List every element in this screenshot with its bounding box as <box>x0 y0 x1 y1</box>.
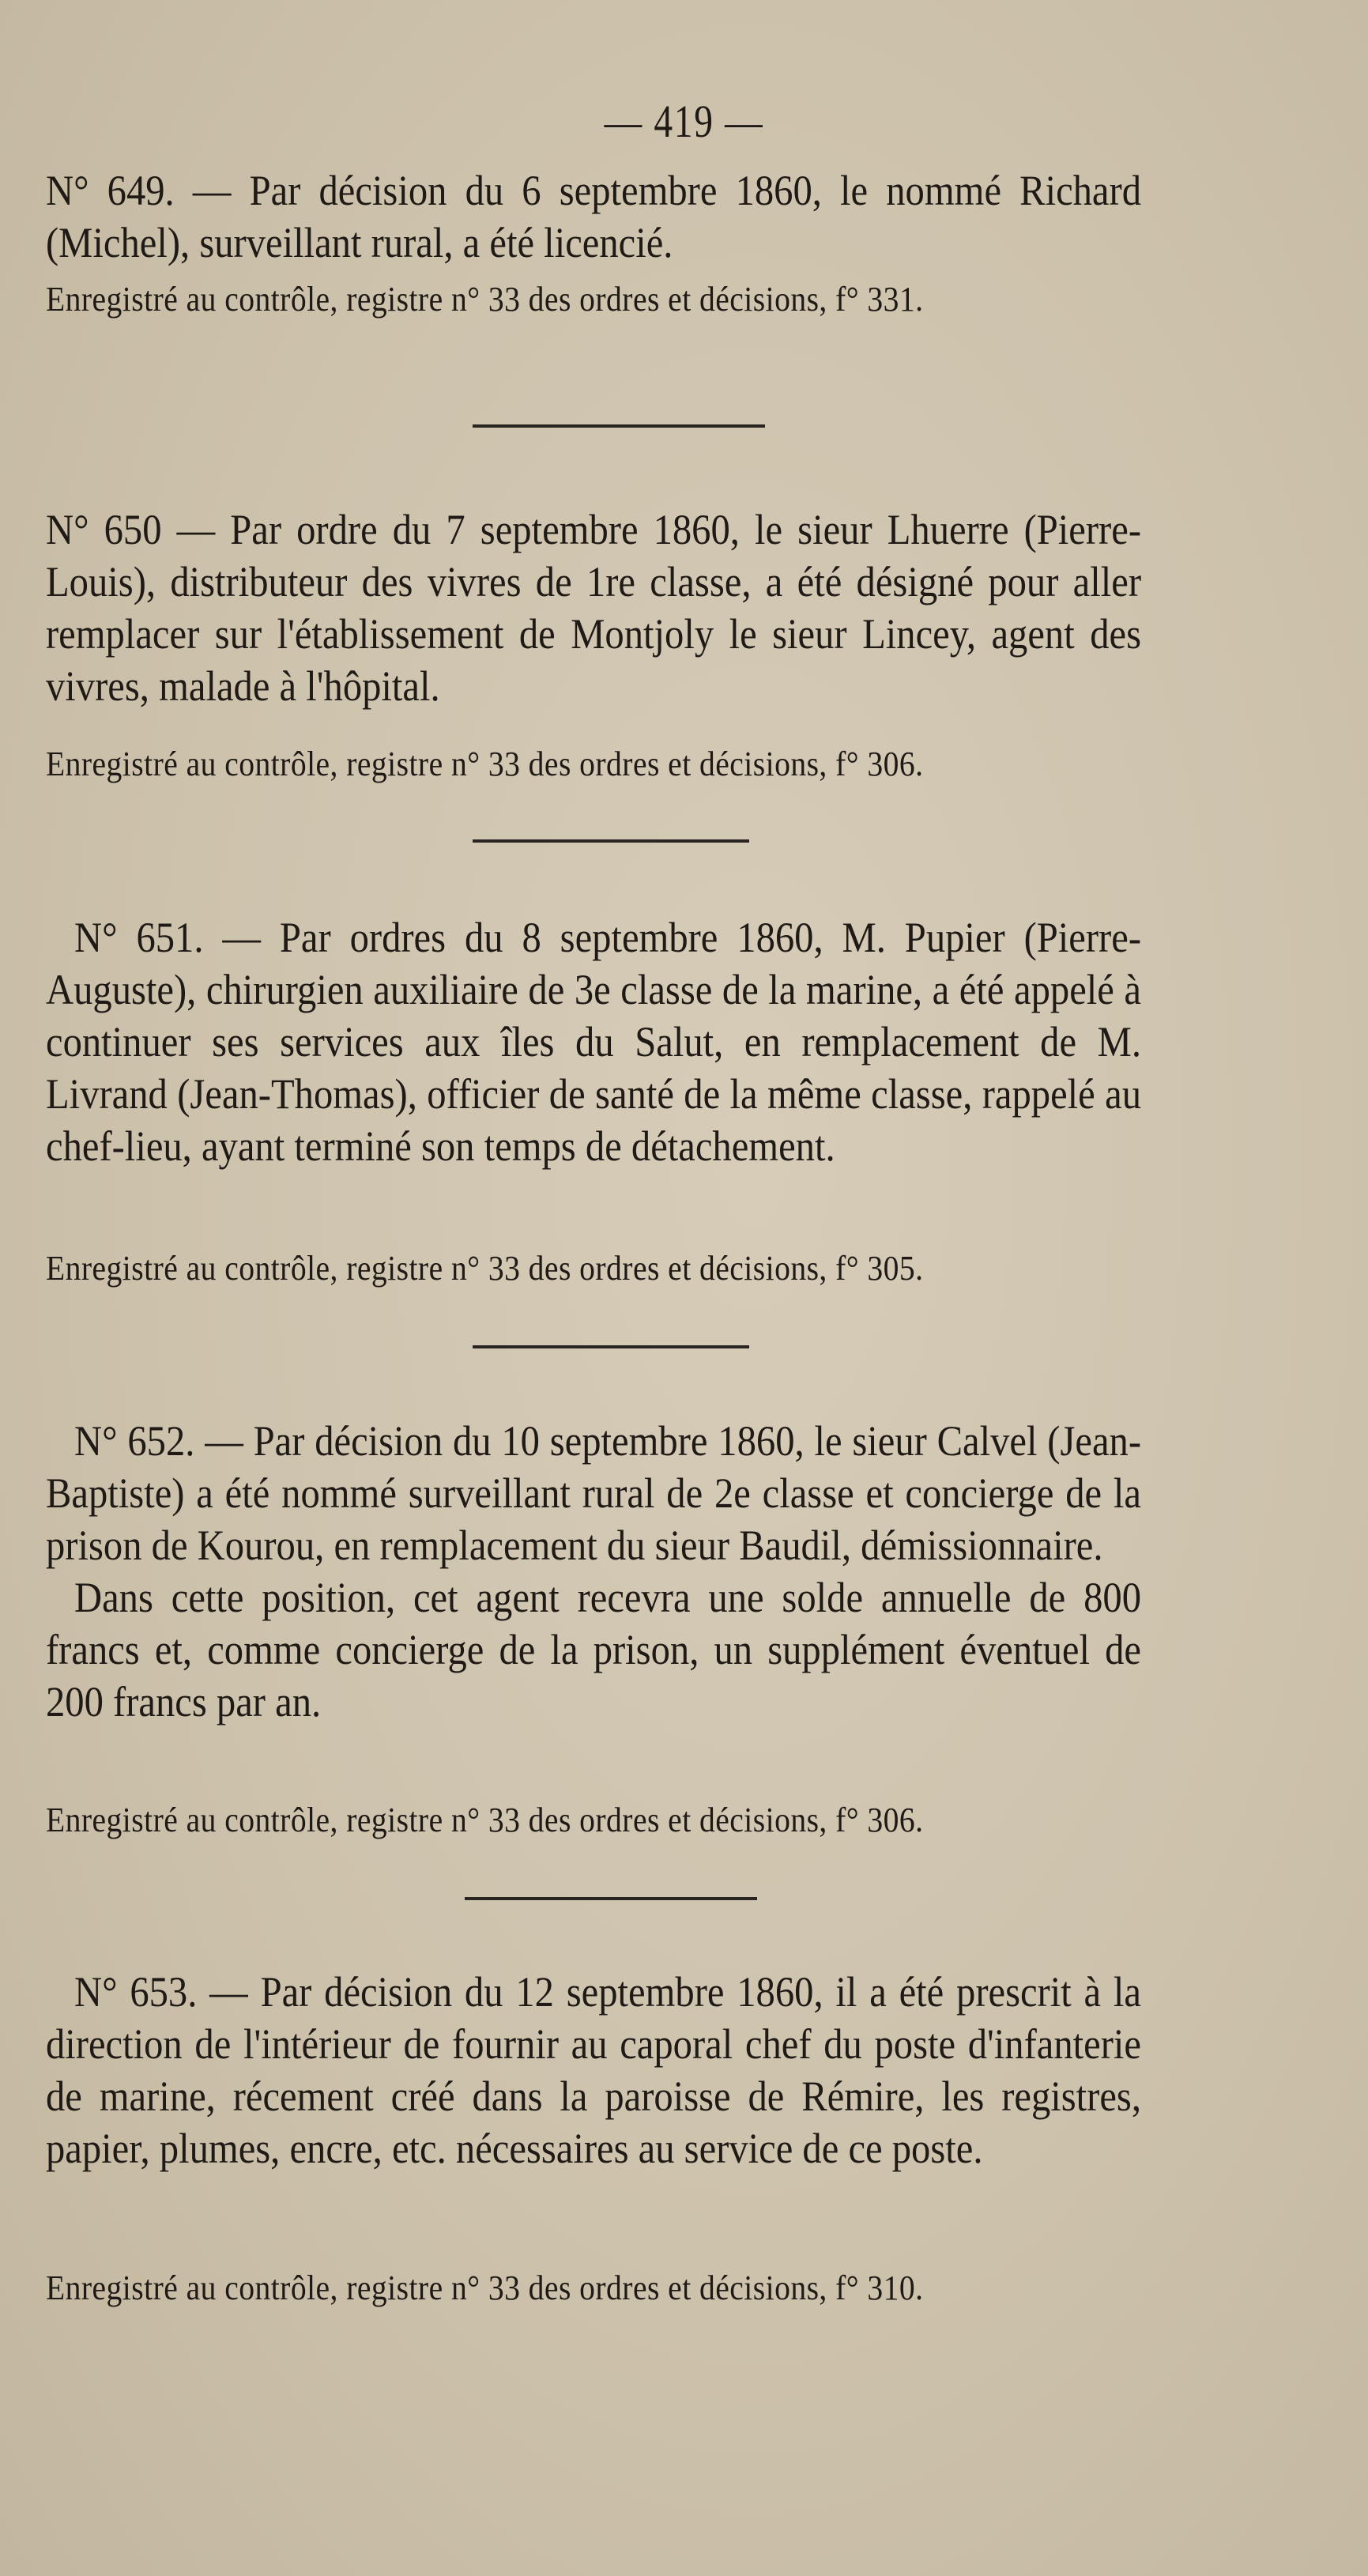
entry-649 <box>46 164 1141 269</box>
entry-651 <box>46 911 1141 1172</box>
entry-652-text: N° 652. — Par décision du 10 septembre 1860, le sieur Calvel (Jean-Baptiste) a été nommé surveillant rural de 2e classe et concierge de la prison de Kourou, en remplacement du sieur Baudil, démissionnaire. <box>46 1417 1141 1569</box>
entry-650 <box>46 504 1141 712</box>
separator-rule <box>465 1897 757 1900</box>
entry-652-text-2: Dans cette position, cet agent recevra une solde annuelle de 800 francs et, comme concierge de la prison, un supplément éventuel de 200 francs par an. <box>46 1574 1141 1726</box>
page-number: — 419 — <box>604 96 764 147</box>
entry-650-text: N° 650 — Par ordre du 7 septembre 1860, le sieur Lhuerre (Pierre-Louis), distributeur des vivres de 1re classe, a été désigné pour aller remplacer sur l'établissement de Montjoly le sieur Lincey, agent des vivres, malade à l'hôpital. <box>46 506 1141 710</box>
entry-649-text: N° 649. — Par décision du 6 septembre 1860, le nommé Richard (Michel), surveillant rural, a été licencié. <box>46 167 1141 266</box>
entry-653-registration: Enregistré au contrôle, registre n° 33 des ordres et décisions, f° 310. <box>46 2269 924 2307</box>
entry-651-registration: Enregistré au contrôle, registre n° 33 des ordres et décisions, f° 305. <box>46 1249 924 1288</box>
separator-rule <box>473 1345 749 1348</box>
entry-650-registration: Enregistré au contrôle, registre n° 33 des ordres et décisions, f° 306. <box>46 745 924 783</box>
entry-649-registration: Enregistré au contrôle, registre n° 33 des ordres et décisions, f° 331. <box>46 280 924 319</box>
entry-652 <box>46 1415 1141 1728</box>
entry-651-text: N° 651. — Par ordres du 8 septembre 1860, M. Pupier (Pierre-Auguste), chirurgien auxiliaire de 3e classe de la marine, a été appelé à continuer ses services aux îles du Salut, en remplacement de M. Livrand (Jean-Thomas), officier de santé de la même classe, rappelé au chef-lieu, ayant terminé son temps de détachement. <box>46 914 1141 1170</box>
entry-653 <box>46 1966 1141 2174</box>
separator-rule <box>473 839 749 843</box>
entry-653-text: N° 653. — Par décision du 12 septembre 1860, il a été prescrit à la direction de l'intérieur de fournir au caporal chef du poste d'infanterie de marine, récement créé dans la paroisse de Rémire, les registres, papier, plumes, encre, etc. nécessaires au service de ce poste. <box>46 1968 1141 2172</box>
separator-rule <box>473 424 765 428</box>
entry-652-registration: Enregistré au contrôle, registre n° 33 des ordres et décisions, f° 306. <box>46 1801 924 1839</box>
